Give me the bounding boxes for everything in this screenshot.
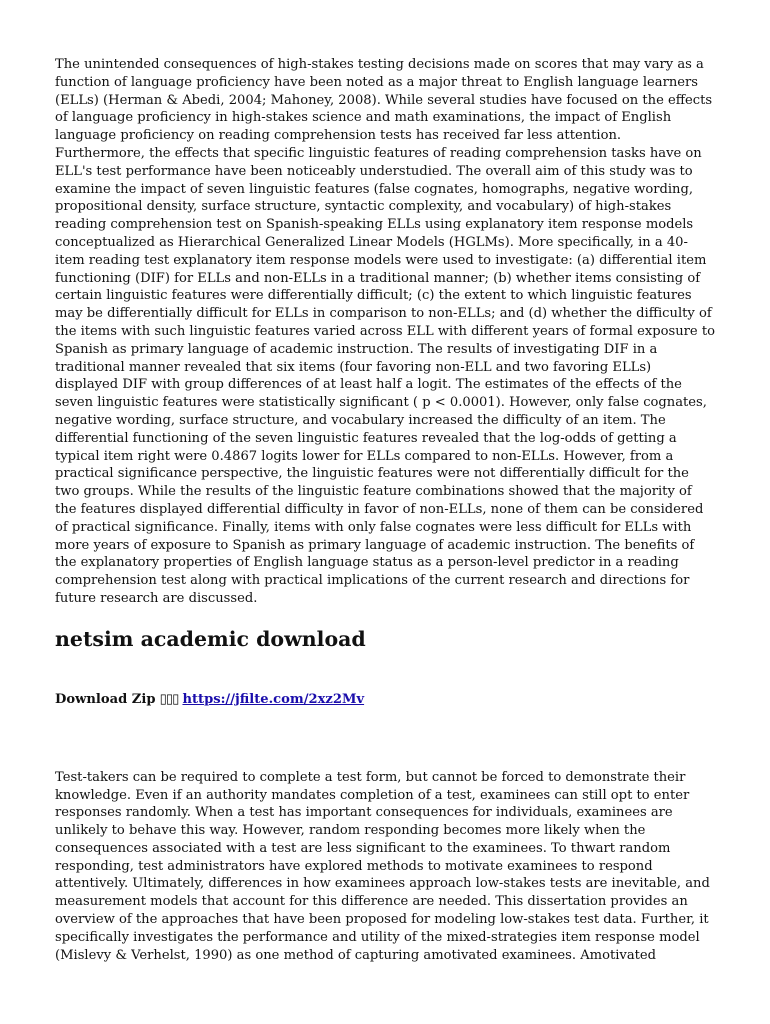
document-page: [55, 56, 715, 964]
download-link[interactable]: https://jfilte.com/2xz2Mv: [182, 691, 365, 707]
missing-glyph-icons: ▯▯▯: [159, 691, 179, 707]
download-label: Download Zip: [55, 691, 156, 707]
second-paragraph: Test-takers can be required to complete a test form, but cannot be forced to demonstrate their knowledge. Even if an authority mandates completion of a test, examinees can still opt to enter responses randomly. When a test has important consequences for individuals, examinees are unlikely to behave this way. However, random responding becomes more likely when the consequences associated with a test are less significant to the examinees. To thwart random responding, test administrators have explored methods to motivate examinees to respond attentively. Ultimately, differences in how examinees approach low-stakes tests are inevitable, and measurement models that account for this difference are needed. This dissertation provides an overview of the approaches that have been proposed for modeling low-stakes test data. Further, it specifically investigates the performance and utility of the mixed-strategies item response model (Mislevy & Verhelst, 1990) as one method of capturing amotivated examinees. Amotivated: [55, 769, 710, 963]
download-line: [55, 691, 715, 709]
abstract-paragraph: The unintended consequences of high-stakes testing decisions made on scores that may vary as a function of language proficiency have been noted as a major threat to English language learners (ELLs) (Herman & Abedi, 2004; Mahoney, 2008). While several studies have focused on the effects of language proficiency in high-stakes science and math examinations, the impact of English language proficiency on reading comprehension tests has received far less attention. Furthermore, the effects that specific linguistic features of reading comprehension tasks have on ELL's test performance have been noticeably understudied. The overall aim of this study was to examine the impact of seven linguistic features (false cognates, homographs, negative wording, propositional density, surface structure, syntactic complexity, and vocabulary) of high-stakes reading comprehension test on Spanish-speaking ELLs using explanatory item response models conceptualized as Hierarchical Generalized Linear Models (HGLMs). More specifically, in a 40-item reading test explanatory item response models were used to investigate: (a) differential item functioning (DIF) for ELLs and non-ELLs in a traditional manner; (b) whether items consisting of certain linguistic features were differentially difficult; (c) the extent to which linguistic features may be differentially difficult for ELLs in comparison to non-ELLs; and (d) whether the difficulty of the items with such linguistic features varied across ELL with different years of formal exposure to Spanish as primary language of academic instruction. The results of investigating DIF in a traditional manner revealed that six items (four favoring non-ELL and two favoring ELLs) displayed DIF with group differences of at least half a logit. The estimates of the effects of the seven linguistic features were statistically significant ( p < 0.0001). However, only false cognates, negative wording, surface structure, and vocabulary increased the difficulty of an item. The differential functioning of the seven linguistic features revealed that the log-odds of getting a typical item right were 0.4867 logits lower for ELLs compared to non-ELLs. However, from a practical significance perspective, the linguistic features were not differentially difficult for the two groups. While the results of the linguistic feature combinations showed that the majority of the features displayed differential difficulty in favor of non-ELLs, none of them can be considered of practical significance. Finally, items with only false cognates were less difficult for ELLs with more years of exposure to Spanish as primary language of academic instruction. The benefits of the explanatory properties of English language status as a person-level predictor in a reading comprehension test along with practical implications of the current research and directions for future research are discussed.: [55, 57, 715, 606]
section-title: netsim academic download: [55, 626, 366, 651]
